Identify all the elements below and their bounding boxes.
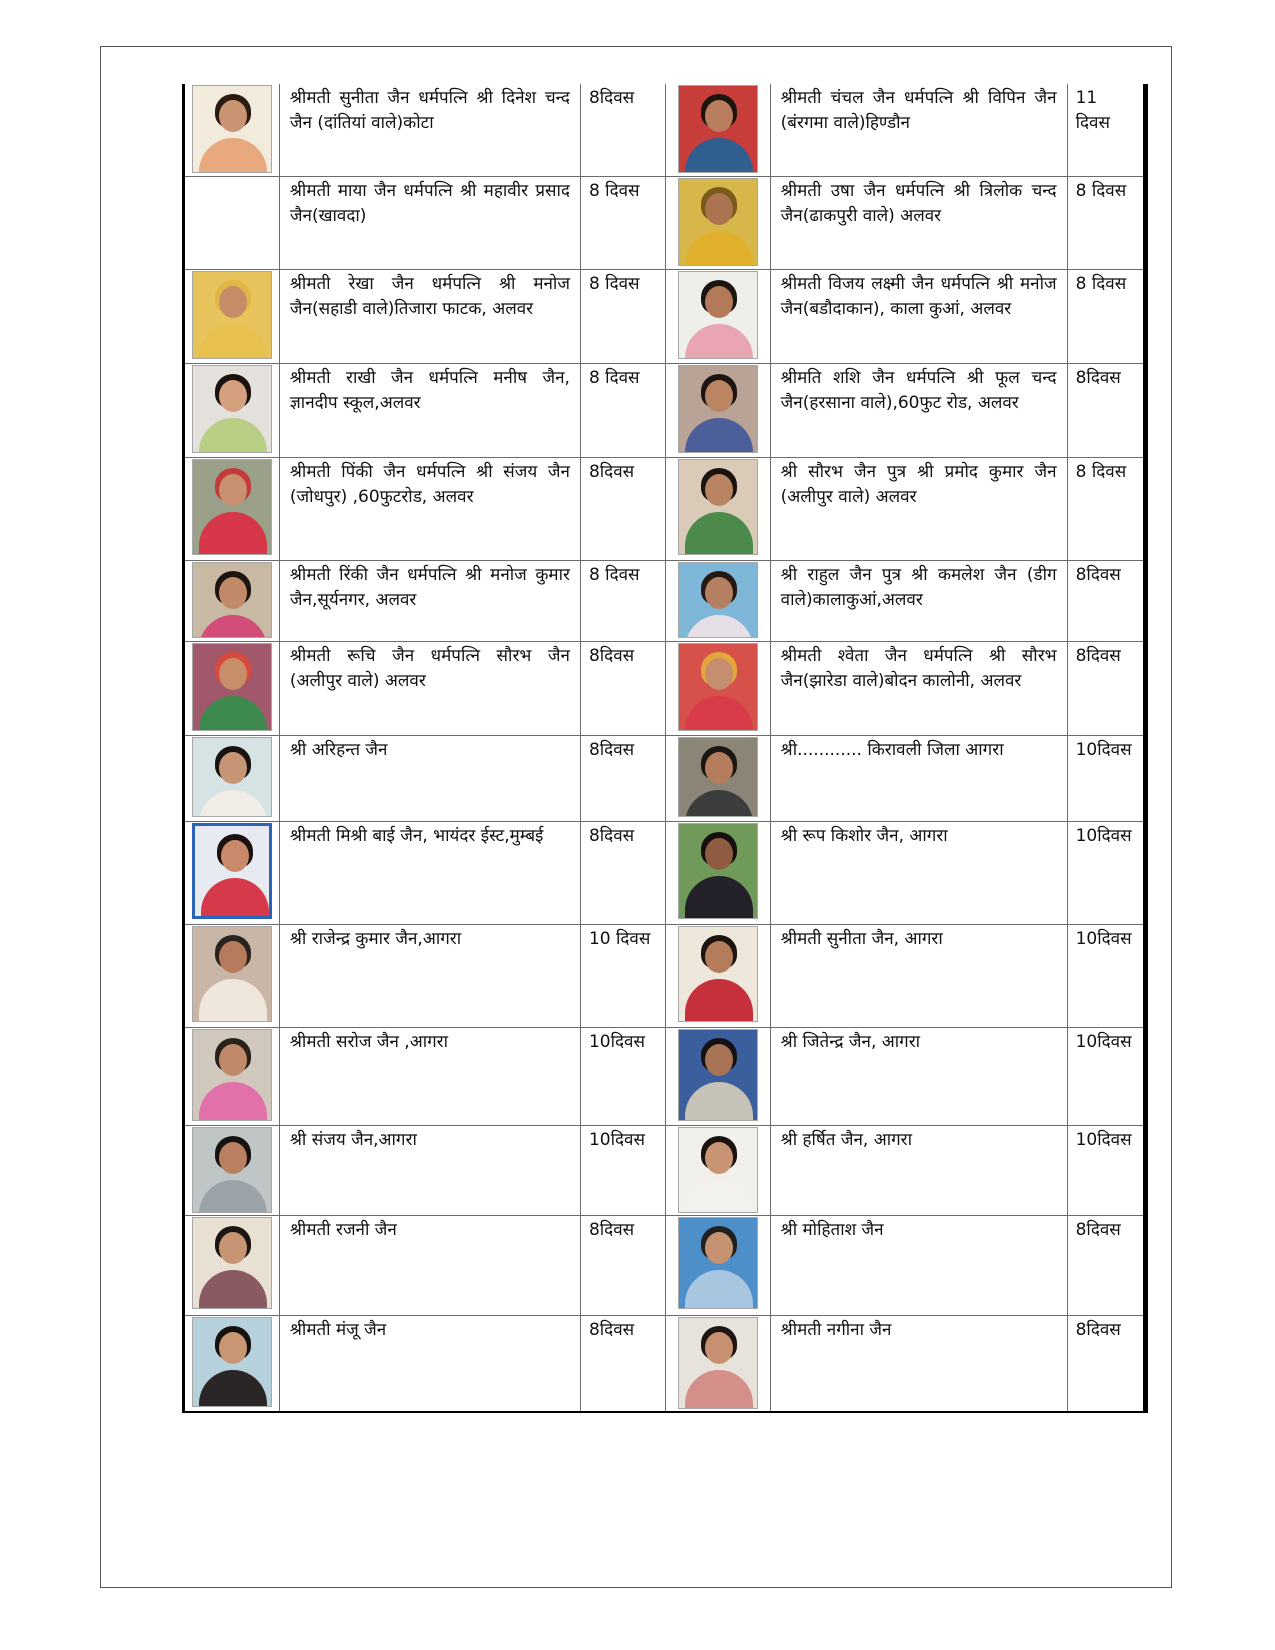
fasting-days: 8 दिवस — [580, 269, 665, 363]
member-name: श्रीमती सुनीता जैन धर्मपत्नि श्री दिनेश चन्द जैन (दांतियां वाले)कोटा — [279, 84, 580, 176]
member-name: श्रीमती उषा जैन धर्मपत्नि श्री त्रिलोक चन्द जैन(ढाकपुरी वाले) अलवर — [770, 176, 1067, 269]
photo-cell — [184, 269, 280, 363]
member-name: श्री रूप किशोर जैन, आगरा — [770, 821, 1067, 924]
photo-cell — [665, 269, 770, 363]
table-row — [184, 1027, 1146, 1125]
portrait-photo — [678, 643, 758, 731]
portrait-photo — [192, 459, 272, 555]
fasting-days: 8दिवस — [1067, 641, 1145, 735]
fasting-days: 8दिवस — [1067, 1315, 1145, 1412]
photo-cell — [665, 821, 770, 924]
photo-cell — [665, 363, 770, 457]
portrait-photo — [678, 271, 758, 359]
member-name: श्रीमती सुनीता जैन, आगरा — [770, 924, 1067, 1027]
portrait-photo — [192, 85, 272, 173]
member-name: श्री राजेन्द्र कुमार जैन,आगरा — [279, 924, 580, 1027]
table-row — [184, 1125, 1146, 1215]
portrait-photo — [192, 737, 272, 817]
member-name: श्रीमति शशि जैन धर्मपत्नि श्री फूल चन्द जैन(हरसाना वाले),60फुट रोड, अलवर — [770, 363, 1067, 457]
fasting-days: 8दिवस — [580, 821, 665, 924]
photo-cell — [184, 924, 280, 1027]
photo-cell — [184, 560, 280, 641]
fasting-days: 8दिवस — [1067, 1215, 1145, 1315]
fasting-days: 10दिवस — [1067, 924, 1145, 1027]
photo-cell — [665, 176, 770, 269]
portrait-photo — [678, 1127, 758, 1213]
photo-cell — [665, 641, 770, 735]
photo-cell — [184, 176, 280, 269]
member-name: श्रीमती श्वेता जैन धर्मपत्नि श्री सौरभ जैन(झारेडा वाले)बोदन कालोनी, अलवर — [770, 641, 1067, 735]
portrait-photo — [192, 1029, 272, 1121]
photo-cell — [665, 1315, 770, 1412]
fasting-days: 8दिवस — [580, 735, 665, 821]
fasting-days: 10 दिवस — [580, 924, 665, 1027]
fasting-days: 8दिवस — [1067, 363, 1145, 457]
photo-cell — [665, 560, 770, 641]
fasting-days: 8दिवस — [580, 641, 665, 735]
photo-cell — [184, 363, 280, 457]
portrait-photo — [192, 823, 272, 919]
portrait-photo — [192, 1217, 272, 1309]
portrait-photo — [192, 1317, 272, 1407]
photo-cell — [665, 924, 770, 1027]
member-name: श्री राहुल जैन पुत्र श्री कमलेश जैन (डीग वाले)कालाकुआं,अलवर — [770, 560, 1067, 641]
photo-cell — [665, 1027, 770, 1125]
member-name: श्रीमती रिंकी जैन धर्मपत्नि श्री मनोज कुमार जैन,सूर्यनगर, अलवर — [279, 560, 580, 641]
table-row — [184, 1215, 1146, 1315]
member-name: श्री अरिहन्त जैन — [279, 735, 580, 821]
portrait-photo — [678, 178, 758, 266]
portrait-photo — [192, 365, 272, 453]
photo-cell — [184, 84, 280, 176]
photo-cell — [665, 457, 770, 560]
table-row — [184, 641, 1146, 735]
fasting-days: 8 दिवस — [580, 560, 665, 641]
table-row — [184, 735, 1146, 821]
portrait-photo — [192, 1127, 272, 1213]
member-name: श्रीमती विजय लक्ष्मी जैन धर्मपत्नि श्री मनोज जैन(बडौदाकान), काला कुआं, अलवर — [770, 269, 1067, 363]
portrait-photo — [192, 643, 272, 731]
photo-cell — [184, 735, 280, 821]
member-name: श्रीमती माया जैन धर्मपत्नि श्री महावीर प्रसाद जैन(खावदा) — [279, 176, 580, 269]
fasting-days: 10दिवस — [1067, 821, 1145, 924]
portrait-photo — [192, 926, 272, 1022]
member-name: श्रीमती चंचल जैन धर्मपत्नि श्री विपिन जैन (बंरगमा वाले)हिण्डौन — [770, 84, 1067, 176]
portrait-photo — [192, 271, 272, 359]
portrait-photo — [678, 365, 758, 453]
photo-cell — [665, 735, 770, 821]
member-name: श्रीमती राखी जैन धर्मपत्नि मनीष जैन, ज्ञानदीप स्कूल,अलवर — [279, 363, 580, 457]
fasting-days: 10दिवस — [1067, 1125, 1145, 1215]
member-name: श्री............ किरावली जिला आगरा — [770, 735, 1067, 821]
fasting-days: 10दिवस — [580, 1125, 665, 1215]
member-name: श्रीमती पिंकी जैन धर्मपत्नि श्री संजय जैन (जोधपुर) ,60फुटरोड, अलवर — [279, 457, 580, 560]
photo-cell — [665, 1125, 770, 1215]
member-name: श्रीमती रेखा जैन धर्मपत्नि श्री मनोज जैन(सहाडी वाले)तिजारा फाटक, अलवर — [279, 269, 580, 363]
portrait-photo — [678, 1317, 758, 1409]
fasting-days: 8दिवस — [1067, 560, 1145, 641]
photo-cell — [665, 84, 770, 176]
portrait-photo — [678, 85, 758, 173]
portrait-photo — [678, 926, 758, 1022]
photo-cell — [184, 457, 280, 560]
member-name: श्रीमती रूचि जैन धर्मपत्नि सौरभ जैन (अलीपुर वाले) अलवर — [279, 641, 580, 735]
fasting-days: 8दिवस — [580, 84, 665, 176]
portrait-photo — [678, 1029, 758, 1121]
member-name: श्री संजय जैन,आगरा — [279, 1125, 580, 1215]
member-name: श्रीमती रजनी जैन — [279, 1215, 580, 1315]
member-name: श्री हर्षित जैन, आगरा — [770, 1125, 1067, 1215]
table-row — [184, 821, 1146, 924]
table-row — [184, 1315, 1146, 1412]
fasting-days: 8दिवस — [580, 1315, 665, 1412]
table-row — [184, 176, 1146, 269]
fasting-days: 10दिवस — [580, 1027, 665, 1125]
member-name: श्रीमती नगीना जैन — [770, 1315, 1067, 1412]
fasting-days: 8 दिवस — [580, 176, 665, 269]
member-name: श्रीमती मिश्री बाई जैन, भायंदर ईस्ट,मुम्बई — [279, 821, 580, 924]
table-row — [184, 84, 1146, 176]
portrait-photo — [678, 1217, 758, 1309]
fasting-days: 11 दिवस — [1067, 84, 1145, 176]
fasting-days: 10दिवस — [1067, 1027, 1145, 1125]
table-row — [184, 269, 1146, 363]
table-row — [184, 363, 1146, 457]
fasting-days: 8दिवस — [580, 457, 665, 560]
photo-cell — [184, 641, 280, 735]
photo-cell — [184, 1215, 280, 1315]
fasting-days: 8 दिवस — [1067, 269, 1145, 363]
photo-cell — [184, 1125, 280, 1215]
tapasvi-table — [182, 84, 1148, 1413]
member-name: श्रीमती सरोज जैन ,आगरा — [279, 1027, 580, 1125]
portrait-photo — [192, 562, 272, 638]
fasting-days: 8दिवस — [580, 1215, 665, 1315]
member-name: श्री मोहिताश जैन — [770, 1215, 1067, 1315]
table-row — [184, 457, 1146, 560]
photo-cell — [665, 1215, 770, 1315]
fasting-days: 8 दिवस — [1067, 176, 1145, 269]
fasting-days: 10दिवस — [1067, 735, 1145, 821]
member-name: श्री सौरभ जैन पुत्र श्री प्रमोद कुमार जैन (अलीपुर वाले) अलवर — [770, 457, 1067, 560]
photo-cell — [184, 1027, 280, 1125]
portrait-photo — [678, 823, 758, 919]
table-row — [184, 560, 1146, 641]
fasting-days: 8 दिवस — [1067, 457, 1145, 560]
table-row — [184, 924, 1146, 1027]
member-name: श्रीमती मंजू जैन — [279, 1315, 580, 1412]
portrait-photo — [678, 737, 758, 817]
member-name: श्री जितेन्द्र जैन, आगरा — [770, 1027, 1067, 1125]
portrait-photo — [678, 459, 758, 555]
photo-cell — [184, 821, 280, 924]
photo-cell — [184, 1315, 280, 1412]
fasting-days: 8 दिवस — [580, 363, 665, 457]
portrait-photo — [678, 562, 758, 638]
